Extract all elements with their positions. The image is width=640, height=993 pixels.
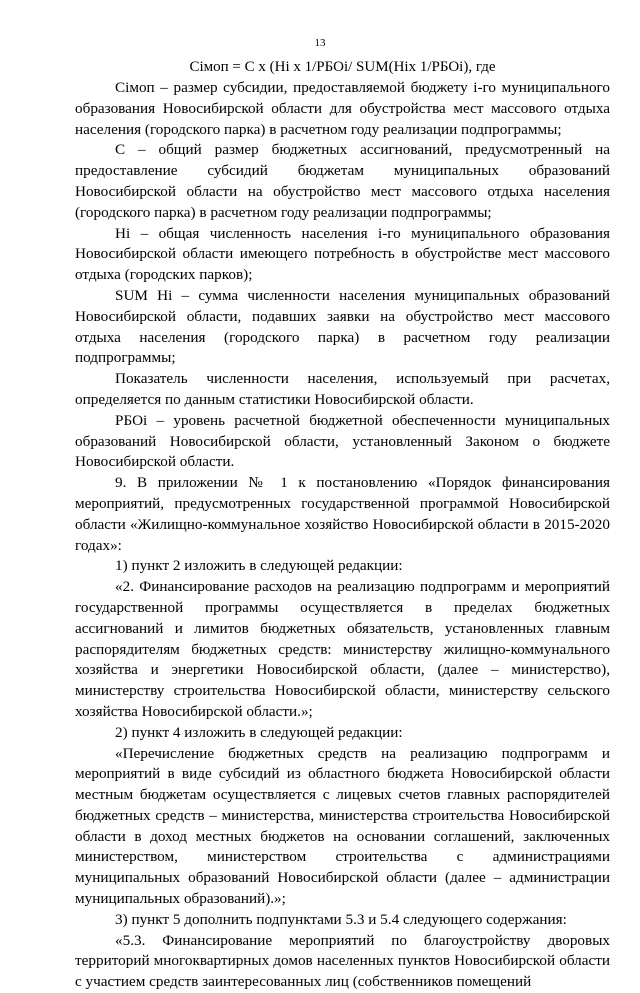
definition-sum-ni: SUM Нi – сумма численности населения муниципальных образований Новосибирской области, подавших заявки на обустройство мест массового отдыха населения (городского парка) в расчетном году реализации подпрограммы; <box>75 286 610 367</box>
document-body <box>75 78 610 993</box>
subsidy-formula: Сiмоп = С х (Нi х 1/РБОi/ SUM(Нiх 1/РБОi), где <box>189 59 496 75</box>
definition-simop: Сiмоп – размер субсидии, предоставляемой бюджету i-го муниципального образования Новосибирской области для обустройства мест массового отдыха населения (городского парка) в расчетном году реализации подпрограммы; <box>75 79 610 138</box>
subitem-2: 2) пункт 4 изложить в следующей редакции: <box>115 723 403 741</box>
page-number: 13 <box>314 37 326 49</box>
definition-c: С – общий размер бюджетных ассигнований, предусмотренный на предоставление субсидий бюджетам муниципальных образований Новосибирской области на обустройство мест массового отдыха населения (городского парка) в расчетном году реализации подпрограммы; <box>75 141 610 221</box>
item-9-heading: 9. В приложении № 1 к постановлению «Порядок финансирования мероприятий, предусмотренных государственной программой Новосибирской области «Жилищно-коммунальное хозяйство Новосибирской области в 2015-2020 годах»: <box>75 474 610 554</box>
definition-rboi: РБОi – уровень расчетной бюджетной обеспеченности муниципальных образований Новосибирской области, установленный Законом о бюджете Новосибирской области. <box>75 411 610 471</box>
definition-ni: Нi – общая численность населения i-го муниципального образования Новосибирской области имеющего потребность в обустройстве мест массового отдыха (городских парков); <box>75 224 610 284</box>
clause-2-text: «2. Финансирование расходов на реализацию подпрограмм и мероприятий государственной программы осуществляется в пределах бюджетных ассигнований и лимитов бюджетных обязательств, установленных главным распорядителям бюджетных средств: министерству жилищно-коммунального хозяйства и энергетики Новосибирской области, (далее – министерство), министерству строительства Новосибирской области, министерству сельского хозяйства Новосибирской области.»; <box>75 578 610 720</box>
population-indicator-note: Показатель численности населения, используемый при расчетах, определяется по данным статистики Новосибирской области. <box>75 370 610 408</box>
clause-5-3-text: «5.3. Финансирование мероприятий по благоустройству дворовых территорий многоквартирных домов населенных пунктов Новосибирской области с участием средств заинтересованных лиц (собственников помещений <box>75 931 610 991</box>
clause-4-text: «Перечисление бюджетных средств на реализацию подпрограмм и мероприятий в виде субсидий из областного бюджета Новосибирской области местным бюджетам осуществляется с лицевых счетов главных распорядителей бюджетных средств – министерства, министерства строительства Новосибирской области в доход местных бюджетов на основании соглашений, заключенных министерством, министерством строительства с администрациями муниципальных образований Новосибирской области (далее – администрации муниципальных образований).»; <box>75 744 610 908</box>
subitem-1: 1) пункт 2 изложить в следующей редакции: <box>115 557 403 575</box>
subitem-3: 3) пункт 5 дополнить подпунктами 5.3 и 5.4 следующего содержания: <box>115 910 567 928</box>
